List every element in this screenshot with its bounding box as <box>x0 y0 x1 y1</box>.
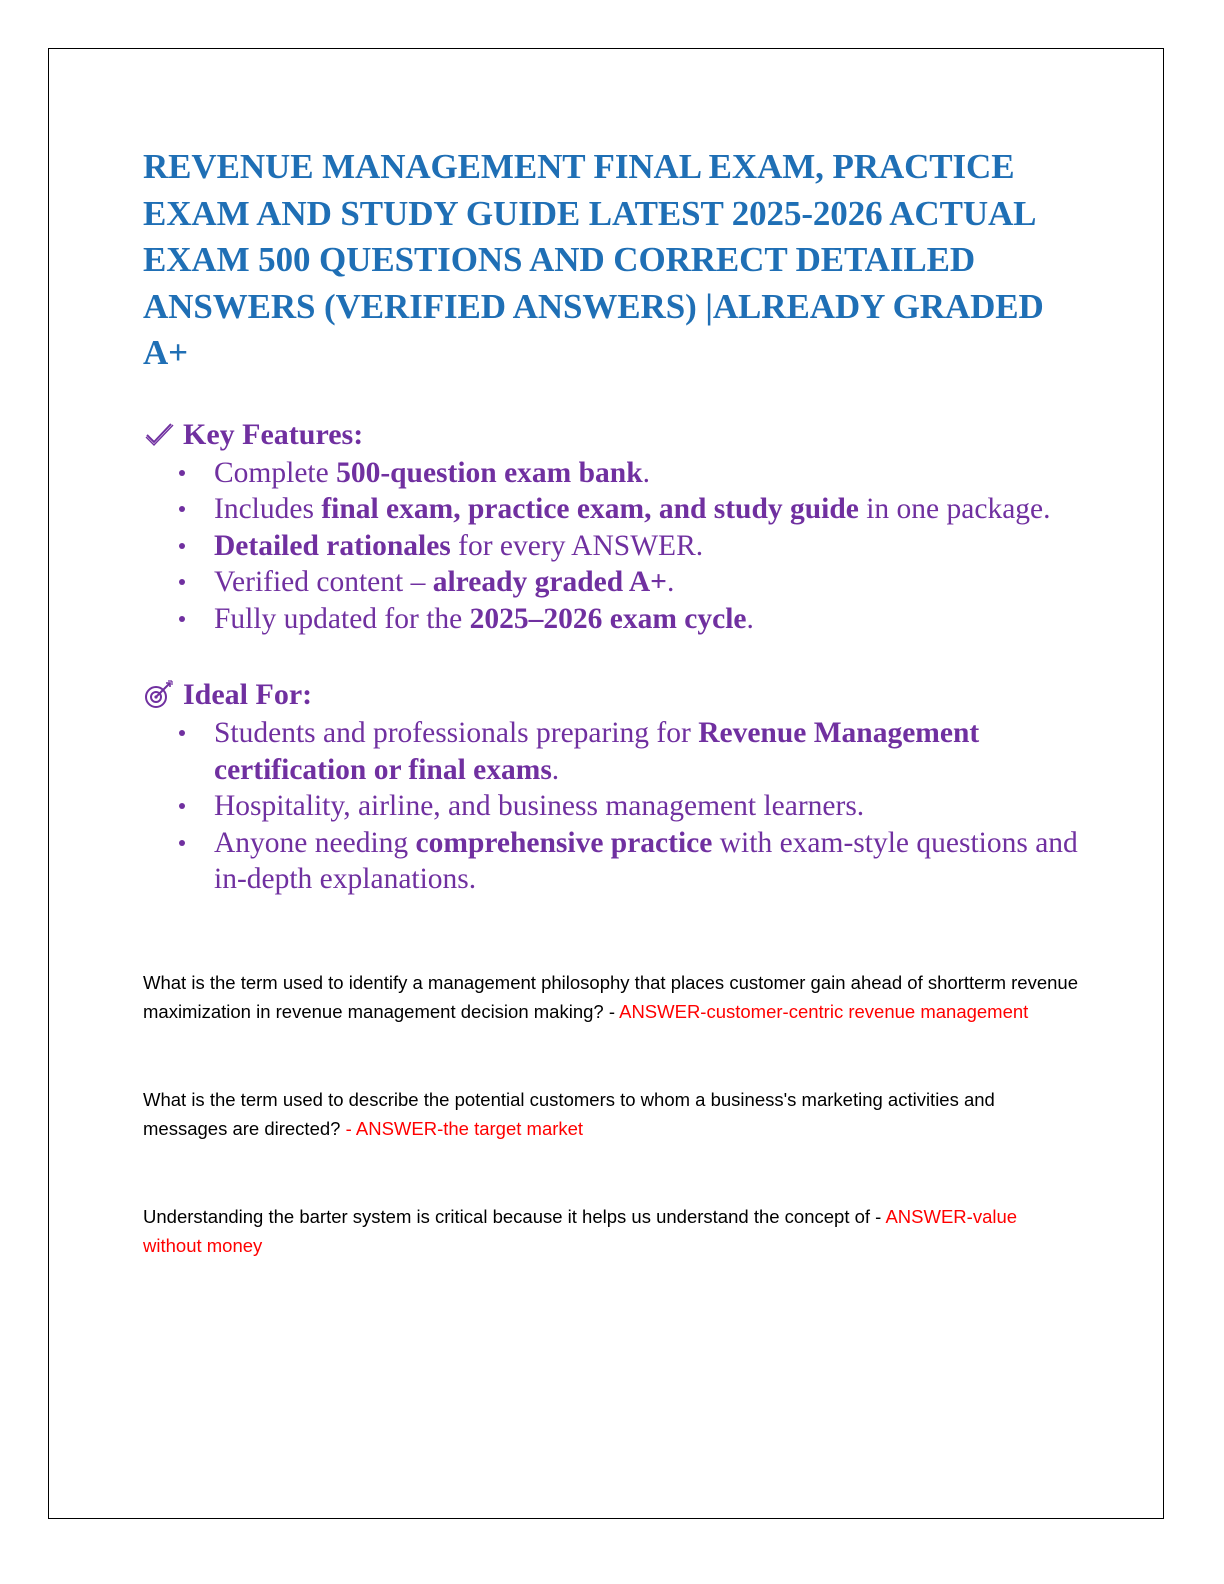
list-item <box>143 601 1078 638</box>
list-item <box>143 455 1078 492</box>
item-bold-text: 2025–2026 exam cycle <box>469 602 747 635</box>
item-bold-text: Revenue Management certification or final exams <box>214 717 980 786</box>
document-title: REVENUE MANAGEMENT FINAL EXAM, PRACTICE EXAM AND STUDY GUIDE LATEST 2025-2026 ACTUAL EXAM 500 QUESTIONS AND CORRECT DETAILED ANSWERS (VERIFIED ANSWERS) |ALREADY GRADED A+ <box>143 147 1044 372</box>
bullet-dot <box>179 803 185 809</box>
bullet-dot <box>179 730 185 736</box>
list-item <box>143 825 1078 898</box>
item-text: . <box>551 753 560 786</box>
item-text: . <box>666 566 675 598</box>
item-bold-text: already graded A+ <box>432 566 667 598</box>
item-text: in one package. <box>858 493 1051 525</box>
bullet-dot <box>179 506 185 512</box>
list-item <box>143 564 1078 601</box>
item-text: Fully updated for the <box>214 602 470 635</box>
item-text: Verified content – <box>214 566 433 598</box>
ideal-for-list <box>143 715 1078 898</box>
list-item <box>143 788 1078 825</box>
item-bold-text: comprehensive practice <box>415 826 713 859</box>
list-item <box>143 528 1078 565</box>
item-text: . <box>746 602 754 635</box>
target-icon <box>143 680 177 710</box>
qa-item-2 <box>143 1085 1078 1143</box>
qa-item-1 <box>143 968 1078 1026</box>
bullet-dot <box>179 543 185 549</box>
item-bold-text: 500-question exam bank <box>336 456 643 489</box>
list-item <box>143 715 1078 788</box>
question-text: What is the term used to describe the potential customers to whom a business's marketing activities and messages are directed? <box>143 1088 995 1139</box>
item-text: Complete <box>214 456 337 489</box>
answer-text: ANSWER-value without money <box>143 1205 1018 1256</box>
item-bold-text: final exam, practice exam, and study guide <box>321 493 859 525</box>
key-features-heading <box>143 415 1078 455</box>
item-text: Students and professionals preparing for <box>214 717 699 749</box>
bullet-dot <box>179 470 185 476</box>
question-text: What is the term used to identify a management philosophy that places customer gain ahead of shortterm revenue maximization in revenue management decision making? - <box>143 971 1078 1022</box>
answer-text: - ANSWER-the target market <box>345 1117 584 1139</box>
qa-item-3 <box>143 1202 1078 1260</box>
item-text: . <box>642 456 650 489</box>
ideal-for-heading-text: Ideal For: <box>183 678 313 711</box>
ideal-for-heading <box>143 675 1078 715</box>
check-icon <box>143 420 177 450</box>
document-content <box>143 144 1078 1260</box>
item-text: with exam-style questions and in-depth explanations. <box>214 826 1078 895</box>
item-text: for every ANSWER. <box>450 529 704 562</box>
key-features-heading-text: Key Features: <box>183 417 364 451</box>
bullet-dot <box>179 840 185 846</box>
bullet-dot <box>179 616 185 622</box>
item-text: Hospitality, airline, and business management learners. <box>214 790 865 822</box>
item-bold-text: Detailed rationales <box>214 529 451 562</box>
question-text: Understanding the barter system is critical because it helps us understand the concept of - <box>143 1205 886 1227</box>
key-features-list <box>143 455 1078 638</box>
answer-text: ANSWER-customer-centric revenue management <box>619 1000 1029 1022</box>
bullet-dot <box>179 579 185 585</box>
list-item <box>143 491 1078 528</box>
item-text: Includes <box>214 493 322 525</box>
item-text: Anyone needing <box>214 826 416 859</box>
